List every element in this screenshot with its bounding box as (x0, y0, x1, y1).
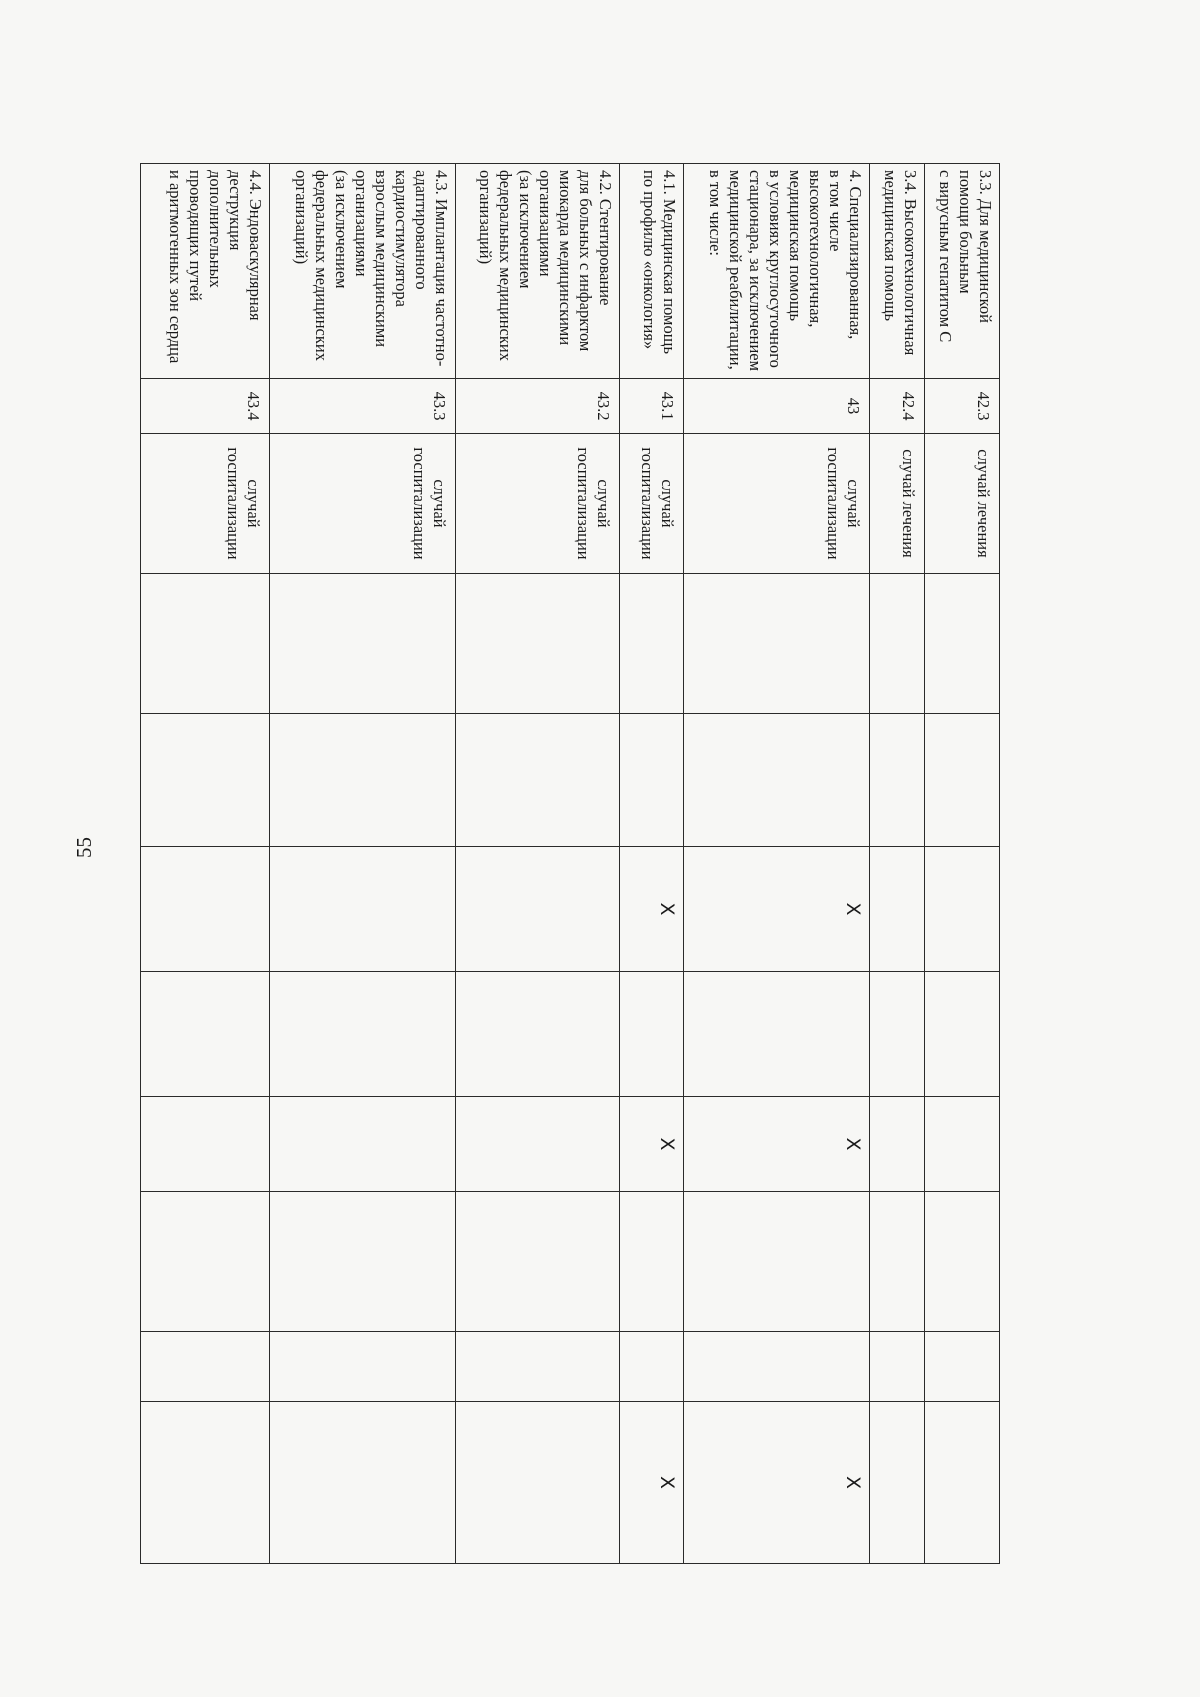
row-code-cell: 43 (684, 379, 870, 434)
row-mark-cell (141, 714, 270, 847)
row-mark-cell: Х (684, 1097, 870, 1192)
row-mark-cell (924, 714, 999, 847)
row-mark-cell (684, 972, 870, 1097)
row-name-cell: 3.3. Для медицинской помощи больным с вирусным гепатитом С (924, 164, 999, 379)
row-mark-cell (455, 1402, 619, 1564)
row-unit-cell: случай госпитализации (619, 434, 683, 574)
row-mark-cell: Х (619, 1402, 683, 1564)
row-mark-cell (455, 1097, 619, 1192)
row-mark-cell (684, 1332, 870, 1402)
row-mark-cell (455, 714, 619, 847)
row-mark-cell (141, 847, 270, 972)
row-mark-cell (869, 1192, 924, 1332)
row-mark-cell (619, 1192, 683, 1332)
row-mark-cell (869, 1332, 924, 1402)
row-mark-cell (684, 1192, 870, 1332)
row-mark-cell (869, 1097, 924, 1192)
row-unit-cell: случай лечения (924, 434, 999, 574)
row-mark-cell: Х (619, 847, 683, 972)
data-table (140, 163, 1000, 1564)
row-code-cell: 43.3 (270, 379, 456, 434)
row-mark-cell (455, 1332, 619, 1402)
row-unit-cell: случай госпитализации (455, 434, 619, 574)
row-name-cell: 4.1. Медицинская помощь по профилю «онкология» (619, 164, 683, 379)
row-name-cell: 3.4. Высокотехнологичная медицинская помощь (869, 164, 924, 379)
table-row (924, 164, 999, 1564)
row-mark-cell (924, 847, 999, 972)
row-mark-cell (684, 714, 870, 847)
page-number: 55 (72, 837, 96, 858)
row-mark-cell (270, 972, 456, 1097)
row-name-cell: 4.4. Эндоваскулярная деструкция дополнительных проводящих путей и аритмогенных зон сердца (141, 164, 270, 379)
table-row (141, 164, 270, 1564)
row-mark-cell (270, 847, 456, 972)
row-mark-cell (141, 1332, 270, 1402)
row-mark-cell (141, 1192, 270, 1332)
row-unit-cell: случай госпитализации (141, 434, 270, 574)
row-mark-cell (455, 574, 619, 714)
row-mark-cell (270, 714, 456, 847)
table-row (455, 164, 619, 1564)
row-mark-cell (619, 714, 683, 847)
row-mark-cell: Х (684, 847, 870, 972)
row-mark-cell (455, 972, 619, 1097)
row-code-cell: 42.4 (869, 379, 924, 434)
row-mark-cell (684, 574, 870, 714)
table-row (684, 164, 870, 1564)
row-unit-cell: случай госпитализации (270, 434, 456, 574)
row-mark-cell: Х (619, 1097, 683, 1192)
row-unit-cell: случай госпитализации (684, 434, 870, 574)
row-code-cell: 43.4 (141, 379, 270, 434)
row-mark-cell (869, 714, 924, 847)
row-name-cell: 4.3. Имплантация частотно- адаптированного кардиостимулятора взрослым медицинскими организациями (за исключением федеральных медицинских организаций) (270, 164, 456, 379)
table-row (270, 164, 456, 1564)
row-mark-cell (270, 1332, 456, 1402)
row-mark-cell (869, 574, 924, 714)
row-mark-cell (141, 972, 270, 1097)
row-mark-cell (869, 847, 924, 972)
row-mark-cell: Х (684, 1402, 870, 1564)
row-mark-cell (924, 1402, 999, 1564)
row-mark-cell (455, 847, 619, 972)
row-code-cell: 42.3 (924, 379, 999, 434)
table-row (619, 164, 683, 1564)
row-mark-cell (924, 1097, 999, 1192)
row-mark-cell (619, 972, 683, 1097)
row-code-cell: 43.1 (619, 379, 683, 434)
row-code-cell: 43.2 (455, 379, 619, 434)
row-mark-cell (619, 1332, 683, 1402)
table-row (869, 164, 924, 1564)
row-name-cell: 4. Специализированная, в том числе высокотехнологичная, медицинская помощь в условиях круглосуточного стационара, за исключением медицинской реабилитации, в том числе: (684, 164, 870, 379)
row-unit-cell: случай лечения (869, 434, 924, 574)
row-mark-cell (270, 1192, 456, 1332)
row-mark-cell (619, 574, 683, 714)
row-mark-cell (270, 574, 456, 714)
row-mark-cell (924, 972, 999, 1097)
row-name-cell: 4.2. Стентирование для больных с инфарктом миокарда медицинскими организациями (за исключением федеральных медицинских организаций) (455, 164, 619, 379)
row-mark-cell (455, 1192, 619, 1332)
row-mark-cell (924, 1192, 999, 1332)
row-mark-cell (924, 1332, 999, 1402)
rotated-table-frame (140, 163, 1000, 1563)
row-mark-cell (141, 574, 270, 714)
row-mark-cell (869, 972, 924, 1097)
row-mark-cell (141, 1097, 270, 1192)
row-mark-cell (924, 574, 999, 714)
row-mark-cell (141, 1402, 270, 1564)
row-mark-cell (270, 1097, 456, 1192)
row-mark-cell (869, 1402, 924, 1564)
row-mark-cell (270, 1402, 456, 1564)
